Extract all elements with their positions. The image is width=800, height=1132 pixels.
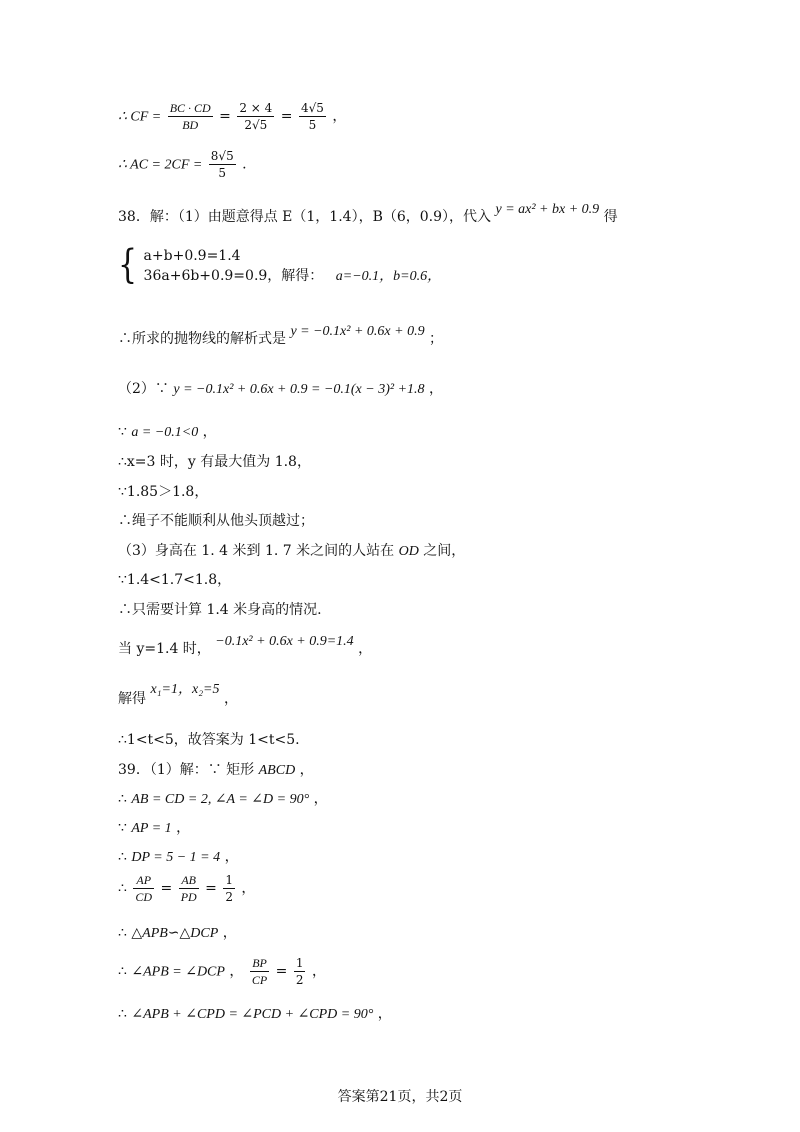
formula: ∠APB + ∠CPD = ∠PCD + ∠CPD = 90° [131, 1007, 374, 1022]
system: a+b+0.9=1.4 36a+6b+0.9=0.9，解得： [143, 248, 324, 284]
equals: = [205, 880, 217, 897]
text-line [118, 759, 314, 779]
text: （2）∵ [118, 381, 169, 397]
punct: ， [311, 963, 326, 980]
text: ， [224, 849, 239, 865]
text-line [118, 634, 373, 658]
text-line: ∴x=3 时，y 有最大值为 1.8， [118, 454, 311, 470]
result: a=−0.1，b=0.6， [335, 269, 442, 284]
fraction: $\frac{BP}{CP}$ [251, 956, 268, 987]
fraction: $\frac{1}{2}$ [295, 956, 304, 987]
text: ， [222, 925, 237, 941]
equals: = [219, 108, 231, 125]
formula: y = −0.1x² + 0.6x + 0.9 = −0.1(x − 3)² +1.8 [173, 382, 425, 397]
page-footer: 答案第21页，共2页 [337, 1089, 463, 1105]
text: ∴ [118, 849, 127, 865]
equals: = [275, 963, 288, 980]
text: ∴ [118, 791, 127, 807]
fraction: $\frac{1}{2}$ [225, 873, 233, 904]
text: ∵ [118, 424, 127, 440]
fraction: $\frac{4√5}{5}$ [300, 101, 324, 132]
equals: = [280, 108, 293, 125]
text-line [118, 846, 239, 866]
text-line [118, 1003, 392, 1023]
text: ； [429, 331, 444, 347]
math-text: ∴ CF = [118, 109, 162, 125]
formula: y = ax² + bx + 0.9 [495, 202, 600, 217]
punct: ， [229, 963, 244, 980]
equation-system [118, 242, 442, 289]
punct: ， [332, 108, 347, 125]
text: ∴ [118, 1006, 127, 1022]
equation-line [118, 872, 255, 905]
fraction: $\frac{AP}{CD}$ [135, 873, 153, 904]
text: ∴ [118, 880, 127, 897]
text-line: ∴1<t<5，故答案为 1<t<5. [118, 732, 300, 748]
fraction: $\frac{AB}{PD}$ [180, 873, 197, 904]
formula: DP = 5 − 1 = 4 [131, 850, 221, 865]
text-line [118, 682, 238, 708]
text: 得 [603, 209, 618, 225]
text-line [118, 378, 443, 398]
text: ， [223, 691, 238, 707]
equation-line [118, 100, 346, 133]
formula: ∠APB = ∠DCP [131, 964, 225, 980]
fraction: $\frac{2 \times 4}{2√5}$ [239, 101, 273, 132]
math-text: ∴ AC = 2CF = [118, 157, 203, 173]
text-line [118, 202, 618, 226]
text: ， [377, 1006, 392, 1022]
text: ∴ [118, 963, 127, 980]
equation-line [118, 148, 247, 181]
text-line [118, 788, 328, 808]
text: 之间， [423, 543, 466, 559]
text-line: ∵1.85＞1.8， [118, 484, 209, 500]
text: 39．（1）解：∵ 矩形 [118, 762, 255, 778]
formula: △APB∽△DCP [131, 926, 219, 941]
text-line [118, 421, 217, 441]
text: ， [299, 762, 314, 778]
text-line [118, 540, 465, 560]
text-line [118, 817, 190, 837]
formula: −0.1x² + 0.6x + 0.9=1.4 [215, 634, 354, 649]
text: ， [202, 424, 217, 440]
brace-icon: { [118, 242, 138, 289]
formula: AB = CD = 2, ∠A = ∠D = 90° [131, 792, 310, 807]
text: ， [176, 820, 191, 836]
equals: = [160, 880, 173, 897]
punct: . [242, 156, 247, 173]
fraction: $\frac{8√5}{5}$ [210, 149, 234, 180]
formula: a = −0.1<0 [131, 425, 199, 440]
text-line: ∴绳子不能顺利从他头顶越过； [118, 513, 314, 529]
text: ， [358, 641, 373, 657]
text: ， [313, 791, 328, 807]
formula: x₁=1，x₂=5 [150, 682, 220, 697]
formula: OD [398, 544, 419, 559]
text: ， [428, 381, 443, 397]
text: 解得 [118, 691, 146, 707]
punct: ， [241, 880, 256, 897]
text: （3）身高在 1. 4 米到 1. 7 米之间的人站在 [118, 543, 395, 559]
equation-line [118, 955, 326, 988]
text-line: ∴只需要计算 1.4 米身高的情况. [118, 602, 322, 618]
text-line [118, 324, 444, 348]
fraction: $\frac{BC \cdot CD}{BD}$ [169, 101, 211, 132]
text: ∴所求的抛物线的解析式是 [118, 331, 286, 347]
text-line: ∵1.4<1.7<1.8， [118, 572, 232, 588]
formula: ABCD [258, 763, 296, 778]
formula: y = −0.1x² + 0.6x + 0.9 [290, 324, 425, 339]
text: ∵ [118, 820, 127, 836]
text: 38．解：（1）由题意得点 E（1，1.4），B（6，0.9），代入 [118, 209, 492, 225]
formula: AP = 1 [131, 821, 172, 836]
text: ∴ [118, 925, 127, 941]
text-line [118, 922, 237, 942]
text: 当 y=1.4 时， [118, 641, 211, 657]
